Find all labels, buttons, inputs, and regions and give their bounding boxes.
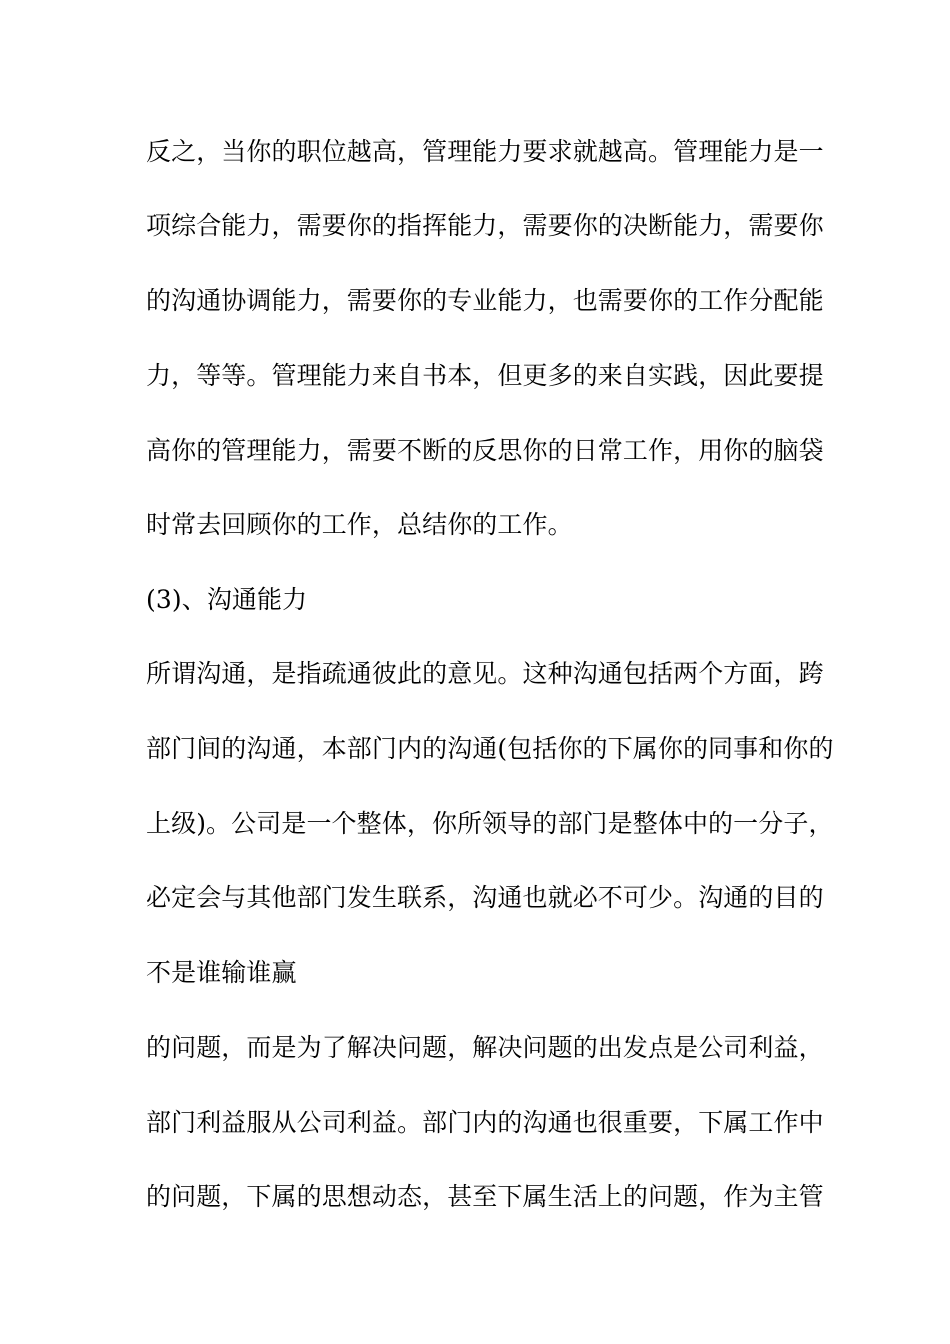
text-line: 的问题，而是为了解决问题，解决问题的出发点是公司利益， bbox=[146, 1033, 824, 1062]
text-line: 项综合能力，需要你的指挥能力，需要你的决断能力，需要你 bbox=[146, 211, 824, 240]
text-line: 上级)。公司是一个整体，你所领导的部门是整体中的一分子， bbox=[146, 809, 834, 838]
text-line: 必定会与其他部门发生联系，沟通也就必不可少。沟通的目的 bbox=[146, 883, 824, 912]
text-line: 的问题，下属的思想动态，甚至下属生活上的问题，作为主管 bbox=[146, 1182, 824, 1211]
text-line: 高你的管理能力，需要不断的反思你的日常工作，用你的脑袋 bbox=[146, 436, 824, 465]
text-line: 部门间的沟通，本部门内的沟通(包括你的下属你的同事和你的 bbox=[146, 734, 834, 763]
section-heading: (3)、沟通能力 bbox=[146, 585, 308, 614]
text-line: 不是谁输谁赢 bbox=[146, 958, 297, 987]
text-line: 部门利益服从公司利益。部门内的沟通也很重要，下属工作中 bbox=[146, 1108, 824, 1137]
text-line: 的沟通协调能力，需要你的专业能力，也需要你的工作分配能 bbox=[146, 286, 824, 315]
text-line: 力，等等。管理能力来自书本，但更多的来自实践，因此要提 bbox=[146, 361, 824, 390]
text-line: 时常去回顾你的工作，总结你的工作。 bbox=[146, 510, 573, 539]
text-line: 所谓沟通，是指疏通彼此的意见。这种沟通包括两个方面，跨 bbox=[146, 659, 824, 688]
text-line: 反之，当你的职位越高，管理能力要求就越高。管理能力是一 bbox=[146, 137, 824, 166]
